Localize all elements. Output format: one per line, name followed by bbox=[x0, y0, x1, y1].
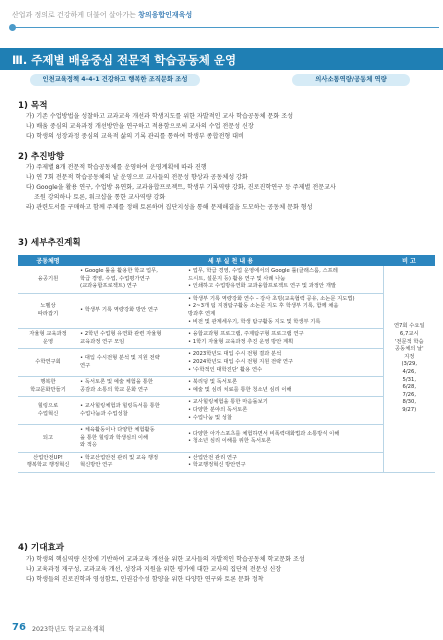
community-name-line: 자율형 교육과정 bbox=[29, 331, 67, 338]
practice-detail bbox=[186, 293, 383, 328]
practice-summary bbox=[78, 425, 186, 453]
table-row bbox=[18, 452, 435, 472]
practice-detail-line: • 융합교과형 프로그램, 주제탐구형 프로그램 연구 bbox=[188, 331, 304, 338]
community-name bbox=[18, 266, 78, 293]
effects-item: 가) 학생의 핵심역량 신장에 기반하여 교과교육 개선을 위한 교사들의 자발적인 학습공동체 학교문화 조성 bbox=[26, 556, 305, 563]
community-name-line: 수학연구회 bbox=[35, 358, 61, 365]
practice-summary-line: • 독서토론 및 예술 체험을 통한 bbox=[80, 379, 153, 386]
practice-detail-line: • 북리딩 및 독서토론 bbox=[188, 379, 238, 386]
practice-detail-line: • 2~3개 팀 지점탐구활동 소논문 지도 후 학생부 기록, 함께 채움 bbox=[188, 303, 339, 310]
community-name-line: 행복한 bbox=[40, 379, 56, 386]
strategy-item: 나) 연 7회 전문적 학습공동체의 날 운영으로 교사들의 전문성 향상과 공동체성 강화 bbox=[26, 174, 248, 181]
community-name-line: 융공기원 bbox=[37, 275, 59, 282]
practice-summary-line: • Google 툴을 활용한 학교 업무, bbox=[80, 268, 158, 274]
community-name-line: 수업혁신 bbox=[37, 410, 59, 417]
table-row bbox=[18, 377, 435, 397]
practice-summary bbox=[78, 397, 186, 425]
chapter-title-bar bbox=[0, 48, 443, 70]
table-row bbox=[18, 293, 435, 328]
table-row bbox=[18, 266, 435, 293]
practice-summary-line: 공감과 소통의 학교 문화 연구 bbox=[80, 386, 149, 393]
practice-summary-line: • 학교산업안전 관리 및 교육 행정 bbox=[80, 454, 159, 461]
practice-detail-line: • 업무, 학급 경영, 수업 운영에서의 Google 툴(클래스룸, 스프레 bbox=[188, 268, 338, 274]
practice-summary-line: • 교사힐링체험과 힐링독서를 통한 bbox=[80, 403, 160, 410]
community-name bbox=[18, 452, 78, 472]
effects-item: 다) 학생들의 진로진학과 영성함토, 인권감수성 함양을 위한 다양한 연구와 토론 문화 정착 bbox=[26, 576, 264, 583]
practice-detail-line: • 인쇄하고 수업방유연화 교과융합프로젝트 연구 및 과정안 개발 bbox=[188, 283, 336, 290]
header-cell-name: 공동체명 bbox=[18, 255, 78, 266]
practice-detail-line: • 다양한 분야의 독서토론 bbox=[188, 406, 248, 413]
purpose-item: 다) 학생의 성장과정 중심의 교육적 삶의 기록 관리를 통하여 학생부 종합전형 대비 bbox=[26, 133, 244, 140]
practice-detail bbox=[186, 377, 383, 397]
competency-badge: 의사소통역량/공동체 역량 bbox=[292, 74, 410, 86]
practice-detail-line: • 예술 및 심리 치료를 통한 청소년 심리 이해 bbox=[188, 386, 292, 393]
practice-detail-line: • 2023학년도 대입 수시 전형 결과 분석 bbox=[188, 351, 282, 358]
table-row bbox=[18, 397, 435, 425]
purpose-item: 가) 기존 수업방법을 성찰하고 교과교육 개선과 학생지도를 위한 자발적인 교사 학습공동체 문화 조성 bbox=[26, 113, 293, 120]
community-name-line: 산업안전UP! bbox=[33, 454, 63, 461]
running-title: 산업과 정의로 건강하게 더불어 살아가는 bbox=[12, 11, 136, 19]
community-name-line: 되고 bbox=[42, 434, 54, 441]
table-row bbox=[18, 425, 435, 453]
practice-summary-line: 을 통한 힐링과 학생심의 이해 bbox=[80, 434, 149, 441]
policy-badge: 인천교육정책 4-4-1 건강하고 행복한 조직문화 조성 bbox=[30, 74, 200, 86]
page-number: 76 bbox=[12, 622, 26, 633]
schedule-note-line: 9/27) bbox=[402, 407, 417, 413]
community-name-line: 학교문화만들기 bbox=[30, 386, 66, 393]
plan-table bbox=[18, 255, 435, 473]
effects-item: 나) 교육과정 재구성, 교과교육 개선, 성장과 지원을 위한 평가에 대한 교사의 집단적 전문성 신장 bbox=[26, 566, 282, 573]
purpose-heading: 1) 목적 bbox=[18, 101, 48, 111]
practice-detail-line: • 수업나눔 및 성찰 bbox=[188, 414, 232, 421]
practice-detail-line: • 다양한 아가스포츠를 체험하면서 비폭력대화법과 소통방식 이해 bbox=[188, 430, 340, 437]
practice-detail-line: 방과후 연계 bbox=[188, 310, 216, 317]
community-name-line: 따라잡기 bbox=[37, 310, 59, 317]
running-title-bold: 창의융합인재육성 bbox=[138, 11, 193, 19]
schedule-note-line: 공동체의 날' bbox=[394, 346, 424, 353]
schedule-note-line: 4/26, bbox=[402, 369, 417, 376]
schedule-note-line: 5/31, bbox=[402, 376, 417, 383]
community-name bbox=[18, 293, 78, 328]
schedule-note-line: '전문적 학습 bbox=[394, 338, 424, 345]
practice-detail-line: • 비전 및 관계세우기, 학생 탐구활동 지도 및 학생부 기록 bbox=[188, 318, 321, 325]
strategy-heading: 2) 추진방향 bbox=[18, 152, 65, 162]
effects-heading: 4) 기대효과 bbox=[18, 543, 65, 553]
running-header bbox=[12, 10, 192, 20]
practice-summary-line: (교과융합프로젝트) 연구 bbox=[80, 283, 137, 290]
practice-summary bbox=[78, 293, 186, 328]
schedule-note-line: 7/26, bbox=[402, 391, 417, 398]
header-cell-content: 세 부 실 천 내 용 bbox=[78, 255, 383, 266]
strategy-item: 라) 관련도서를 구매하고 함께 주제를 정해 토론하며 집단지성을 통해 문제해결을 도모하는 공동체 문화 형성 bbox=[26, 204, 313, 211]
practice-summary-line: 혁신방안 연구 bbox=[80, 462, 113, 469]
practice-summary-line: • 학생부 기록 역량강화 방안 연구 bbox=[80, 307, 159, 314]
schedule-note-line: 연7회 수요일 bbox=[393, 323, 425, 330]
community-name-line: 행복학교 행정혁신 bbox=[26, 462, 70, 469]
community-name bbox=[18, 377, 78, 397]
table-row bbox=[18, 349, 435, 377]
practice-summary-line: 와 적응 bbox=[80, 442, 98, 449]
practice-summary bbox=[78, 377, 186, 397]
practice-detail bbox=[186, 329, 383, 349]
practice-summary bbox=[78, 266, 186, 293]
footer-text: 2023학년도 학교교육계획 bbox=[32, 626, 105, 633]
practice-detail-line: • '수학적인 대학진단' 활용 연수 bbox=[188, 366, 263, 373]
practice-detail bbox=[186, 397, 383, 425]
practice-detail bbox=[186, 425, 383, 453]
strategy-item: 가) 주제별 8개 전문적 학습공동체를 운영하여 운영계획에 따라 진행 bbox=[26, 164, 207, 171]
community-name bbox=[18, 329, 78, 349]
practice-summary bbox=[78, 349, 186, 377]
practice-summary-line: 학급 경영, 수업, 수업평가연구 bbox=[80, 275, 150, 282]
community-name bbox=[18, 349, 78, 377]
practice-summary-line: • 2학년 수업형 유연화 관련 자율형 bbox=[80, 331, 162, 338]
practice-detail-line: • 학생부 기록 역량강화 연수 – 강사 초빙(교육협력 공유, 소논문 지도법) bbox=[188, 295, 355, 302]
practice-summary-line: 수업나눔과 수업성찰 bbox=[80, 410, 128, 417]
schedule-note-line: 6,7교시 bbox=[399, 331, 419, 338]
community-name-line: 운영 bbox=[42, 338, 54, 345]
community-name bbox=[18, 397, 78, 425]
header-cell-note: 비 고 bbox=[383, 255, 435, 266]
practice-detail bbox=[186, 266, 383, 293]
practice-detail-line: • 2024학년도 대입 수시 전형 지원 전략 연구 bbox=[188, 358, 294, 365]
community-name-line: 노벨상 bbox=[40, 303, 56, 310]
schedule-note-line: 지정 bbox=[404, 353, 415, 360]
practice-detail-line: • 학교행정혁신 방안연구 bbox=[188, 462, 246, 469]
practice-summary bbox=[78, 452, 186, 472]
practice-detail-line: • 산업안전 관리 연구 bbox=[188, 454, 238, 461]
practice-detail-line: • 청소년 심리 이해를 위한 독서토론 bbox=[188, 438, 272, 445]
strategy-item: 다) Google을 활용 연구, 수업방 유연화, 교과융합프로젝트, 학생부 기록역량 강화, 진로진학연구 등 주제별 전문교사 bbox=[26, 184, 336, 191]
schedule-note bbox=[383, 266, 435, 473]
table-row bbox=[18, 329, 435, 349]
practice-summary bbox=[78, 329, 186, 349]
community-name-line: 힐링으로 bbox=[37, 403, 59, 410]
table-header-row bbox=[18, 255, 435, 266]
header-rule bbox=[12, 27, 439, 28]
practice-summary-line: • 대입 수시전형 분석 및 지원 전략 bbox=[80, 355, 160, 362]
practice-detail-line: • 교사힐링체험을 통한 마음돌보기 bbox=[188, 399, 268, 406]
details-heading: 3) 세부추진계획 bbox=[18, 238, 81, 248]
schedule-note-line: 6/28, bbox=[402, 384, 417, 391]
strategy-item: 조원 강의하나 토론, 워크샵을 통한 교사역량 강화 bbox=[34, 194, 166, 201]
schedule-note-line: (3/29, bbox=[401, 361, 418, 368]
practice-detail-line: • 1학기 자율형 교육과정 추진 운영 방안 계획 bbox=[188, 338, 294, 345]
chapter-title: Ⅲ. 주제별 배움중심 전문적 학습공동체 운영 bbox=[12, 53, 237, 67]
practice-summary-line: 교육과정 연구 모임 bbox=[80, 338, 125, 345]
practice-summary-line: • 체육활동이나 다양한 체험활동 bbox=[80, 427, 155, 434]
practice-summary-line: 연구 bbox=[80, 362, 91, 369]
practice-detail bbox=[186, 452, 383, 472]
community-name bbox=[18, 425, 78, 453]
purpose-item: 나) 배움 중심의 교육과정 개선방안을 연구하고 적용함으로써 교사의 수업 전문성 신장 bbox=[26, 123, 254, 130]
practice-detail bbox=[186, 349, 383, 377]
schedule-note-line: 8/30, bbox=[402, 399, 417, 406]
practice-detail-line: 드시트, 설문지 등) 활용 연구 및 사례 나눔 bbox=[188, 275, 286, 282]
